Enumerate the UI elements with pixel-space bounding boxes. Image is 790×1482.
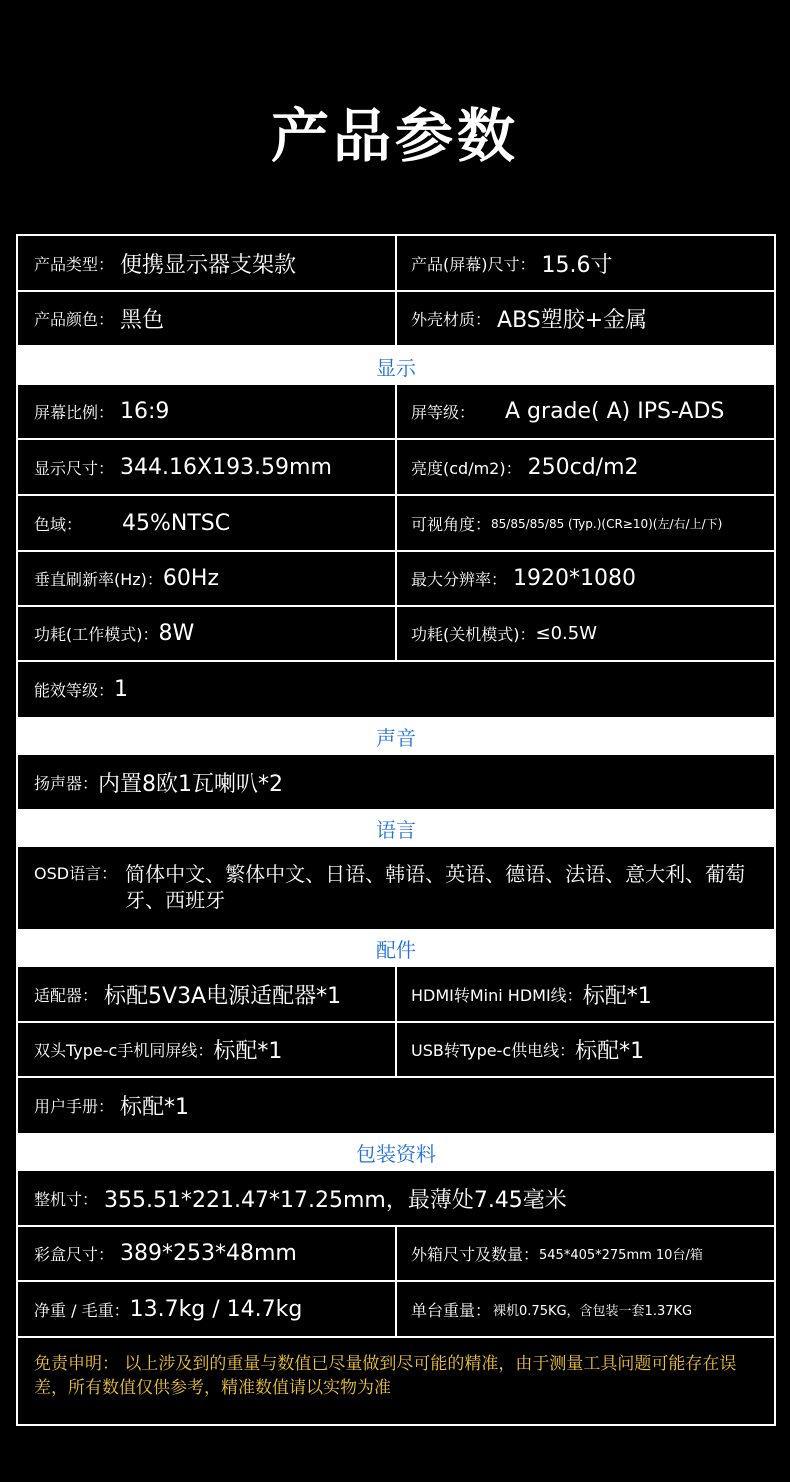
table-row <box>18 236 774 292</box>
spec-value: A grade( A) IPS-ADS <box>505 399 725 424</box>
spec-value: 便携显示器支架款 <box>120 252 297 278</box>
table-row <box>18 292 774 347</box>
spec-value: 简体中文、繁体中文、日语、韩语、英语、德语、法语、意大利、葡萄牙、西班牙 <box>125 862 746 912</box>
section-header-audio: 声音 <box>18 717 774 755</box>
spec-cell <box>397 607 774 660</box>
spec-label: 显示尺寸： <box>34 458 115 478</box>
spec-cell <box>18 1171 774 1225</box>
spec-value: 标配*1 <box>213 1039 283 1064</box>
section-header-language: 语言 <box>18 809 774 847</box>
spec-cell <box>18 440 397 494</box>
spec-value: 标配*1 <box>582 983 652 1009</box>
section-header-accessories: 配件 <box>18 929 774 967</box>
spec-label: 功耗(工作模式)： <box>34 625 159 644</box>
spec-cell <box>18 385 397 438</box>
spec-label: 垂直刷新率(Hz)： <box>34 570 163 589</box>
section-header-display: 显示 <box>18 347 774 385</box>
spec-label: 最大分辨率： <box>411 570 508 589</box>
table-row <box>18 607 774 662</box>
page-title: 产品参数 <box>270 102 519 170</box>
spec-value: 15.6寸 <box>541 252 613 278</box>
spec-label: 屏等级： <box>411 403 476 422</box>
spec-value: 344.16X193.59mm <box>120 454 332 480</box>
spec-cell <box>18 292 397 345</box>
spec-cell <box>18 967 397 1021</box>
table-row <box>18 385 774 440</box>
spec-label: 单台重量： <box>411 1300 492 1320</box>
spec-label: 色域： <box>34 514 83 534</box>
spec-cell <box>397 440 774 494</box>
table-row <box>18 847 774 929</box>
spec-value: 1 <box>114 677 129 702</box>
spec-label: 亮度(cd/m2)： <box>411 458 522 478</box>
spec-value: 45%NTSC <box>122 510 231 536</box>
spec-value: 内置8欧1瓦喇叭*2 <box>98 771 284 797</box>
spec-label: HDMI转Mini HDMI线： <box>411 985 583 1005</box>
spec-label: 彩盒尺寸： <box>34 1245 115 1264</box>
spec-cell <box>397 236 774 290</box>
spec-cell <box>397 1227 774 1280</box>
spec-label: 产品颜色： <box>34 310 115 329</box>
table-row <box>18 1023 774 1078</box>
spec-label: 双头Type-c手机同屏线： <box>34 1041 214 1060</box>
table-row <box>18 1078 774 1133</box>
spec-label: 可视角度： <box>411 514 492 534</box>
spec-value: 1920*1080 <box>513 566 636 591</box>
spec-label: 用户手册： <box>34 1097 115 1116</box>
spec-cell <box>397 385 774 438</box>
spec-value: 545*405*275mm 10台/箱 <box>539 1248 703 1263</box>
spec-cell <box>18 607 397 660</box>
spec-label: 外箱尺寸及数量： <box>411 1245 540 1264</box>
spec-cell <box>18 755 774 809</box>
table-row <box>18 552 774 607</box>
spec-value: 标配*1 <box>575 1039 645 1064</box>
spec-value: 8W <box>158 621 195 646</box>
spec-cell <box>18 236 397 290</box>
spec-label: USB转Type-c供电线： <box>411 1041 576 1060</box>
table-row <box>18 496 774 552</box>
table-row <box>18 662 774 717</box>
spec-label: 净重 / 毛重： <box>34 1300 130 1320</box>
spec-table <box>16 234 776 1426</box>
spec-value: 标配*1 <box>120 1095 190 1120</box>
table-row <box>18 1282 774 1338</box>
spec-label: 整机寸： <box>34 1189 99 1209</box>
spec-cell <box>397 1282 774 1336</box>
spec-cell <box>397 552 774 605</box>
spec-value: 黑色 <box>120 308 165 333</box>
spec-label: 适配器： <box>34 985 99 1005</box>
spec-cell <box>397 496 774 550</box>
spec-value: 13.7kg / 14.7kg <box>129 1296 303 1322</box>
table-row <box>18 967 774 1023</box>
spec-value: 60Hz <box>162 566 220 591</box>
spec-cell <box>18 1078 774 1133</box>
spec-value: 裸机0.75KG，含包装一套1.37KG <box>493 1303 693 1319</box>
spec-label: 扬声器： <box>34 773 99 793</box>
spec-label: 能效等级： <box>34 681 115 700</box>
spec-label: 功耗(关机模式)： <box>411 625 536 644</box>
spec-cell <box>397 967 774 1021</box>
spec-cell <box>18 552 397 605</box>
spec-cell <box>397 292 774 345</box>
table-row <box>18 1171 774 1227</box>
spec-label: 产品类型： <box>34 254 115 274</box>
table-row <box>18 1227 774 1282</box>
spec-value: 250cd/m2 <box>527 454 639 480</box>
section-header-packing: 包装资料 <box>18 1133 774 1171</box>
spec-cell <box>18 1282 397 1336</box>
spec-label: 外壳材质： <box>411 310 492 329</box>
spec-value: ABS塑胶+金属 <box>497 308 648 333</box>
table-row <box>18 440 774 496</box>
spec-label: 屏幕比例： <box>34 403 115 422</box>
spec-value: 标配5V3A电源适配器*1 <box>104 983 342 1009</box>
disclaimer-text: 免责申明： 以上涉及到的重量与数值已尽量做到尽可能的精准，由于测量工具问题可能存在误差，所有数值仅供参考，精准数值请以实物为准 <box>34 1354 737 1398</box>
spec-label: OSD语言： <box>34 864 118 883</box>
spec-cell <box>18 1023 397 1076</box>
spec-value: 355.51*221.47*17.25mm，最薄处7.45毫米 <box>104 1187 567 1213</box>
spec-cell <box>18 496 397 550</box>
spec-value: 16:9 <box>120 399 170 424</box>
spec-label: 产品(屏幕)尺寸： <box>411 254 536 274</box>
spec-value: 389*253*48mm <box>120 1241 297 1266</box>
spec-cell <box>397 1023 774 1076</box>
spec-cell <box>18 662 774 717</box>
spec-value: 85/85/85/85 (Typ.)(CR≥10)(左/右/上/下) <box>491 516 723 531</box>
table-row <box>18 755 774 809</box>
spec-value: ≤0.5W <box>535 623 598 644</box>
spec-cell <box>18 847 774 929</box>
spec-cell <box>18 1227 397 1280</box>
